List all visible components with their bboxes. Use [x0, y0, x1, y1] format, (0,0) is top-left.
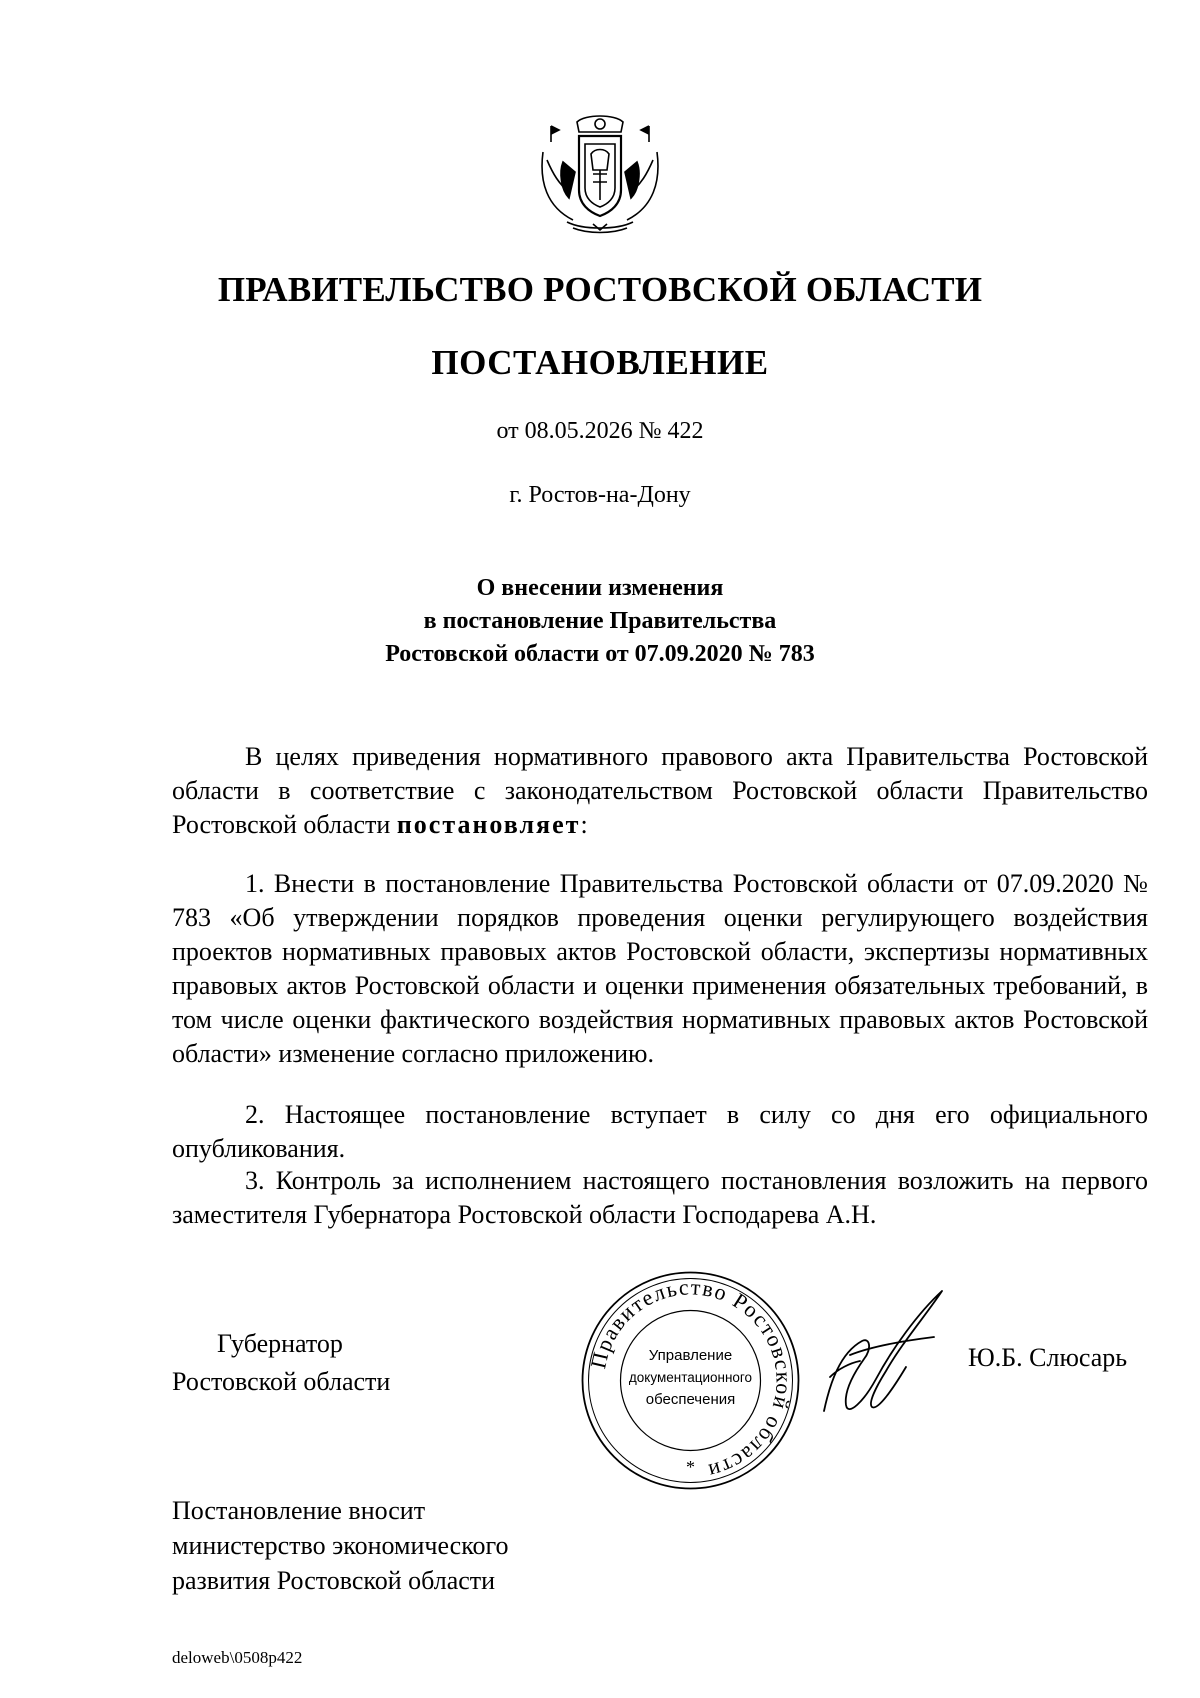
stamp-inner-line-1: Управление — [648, 1347, 733, 1364]
organization-title: ПРАВИТЕЛЬСТВО РОСТОВСКОЙ ОБЛАСТИ — [217, 270, 983, 309]
subject-line-1: О внесении изменения — [476, 575, 724, 601]
subject-line-3: Ростовской области от 07.09.2020 № 783 — [385, 641, 815, 667]
document-subject — [0, 572, 1200, 671]
subject-line-2: в постановление Правительства — [423, 608, 777, 634]
stamp-ring-text: Правительство Ростовской области — [585, 1274, 797, 1485]
document-date-number: от 08.05.2026 № 422 — [496, 418, 704, 444]
submitter-line-1: Постановление вносит — [172, 1496, 426, 1525]
document-type-title: ПОСТАНОВЛЕНИЕ — [431, 343, 769, 382]
clause-3: 3. Контроль за исполнением настоящего постановления возложить на первого заместителя Губернатора Ростовской области Господарева А.Н. — [172, 1166, 1148, 1229]
document-city: г. Ростов-на-Дону — [509, 482, 691, 508]
signatory-title — [172, 1325, 390, 1401]
handwritten-signature — [810, 1283, 950, 1423]
signatory-name: Ю.Б. Слюсарь — [968, 1343, 1128, 1372]
preamble-emphasis: постановляет — [396, 810, 581, 839]
file-code: deloweb\0508p422 — [172, 1648, 303, 1667]
clause-2: 2. Настоящее постановление вступает в силу со дня его официального опубликования. — [172, 1100, 1148, 1163]
stamp-star: * — [686, 1457, 695, 1477]
preamble-text: В целях приведения нормативного правового акта Правительства Ростовской области в соответствие с законодательством Ростовской области Правительство Ростовской области — [172, 742, 1148, 839]
submitter-note — [172, 1493, 509, 1598]
preamble-end: : — [580, 810, 588, 839]
official-stamp — [578, 1268, 803, 1493]
signatory-title-line-1: Губернатор — [217, 1329, 343, 1358]
stamp-inner-line-2: документационного — [628, 1370, 753, 1385]
stamp-inner-line-3: обеспечения — [645, 1391, 736, 1408]
signatory-title-line-2: Ростовской области — [172, 1367, 391, 1396]
submitter-line-2: министерство экономического — [172, 1531, 509, 1560]
submitter-line-3: развития Ростовской области — [172, 1566, 496, 1595]
coat-of-arms-emblem — [533, 112, 667, 236]
clause-1: 1. Внести в постановление Правительства Ростовской области от 07.09.2020 № 783 «Об утверждении порядков проведения оценки регулирующего воздействия проектов нормативных правовых актов Ростовской области, экспертизы нормативных правовых актов Ростовской области и оценки применения обязательных требований, в том числе оценки фактического воздействия нормативных правовых актов Ростовской области» изменение согласно приложению. — [172, 869, 1148, 1068]
preamble-paragraph — [172, 740, 1148, 842]
